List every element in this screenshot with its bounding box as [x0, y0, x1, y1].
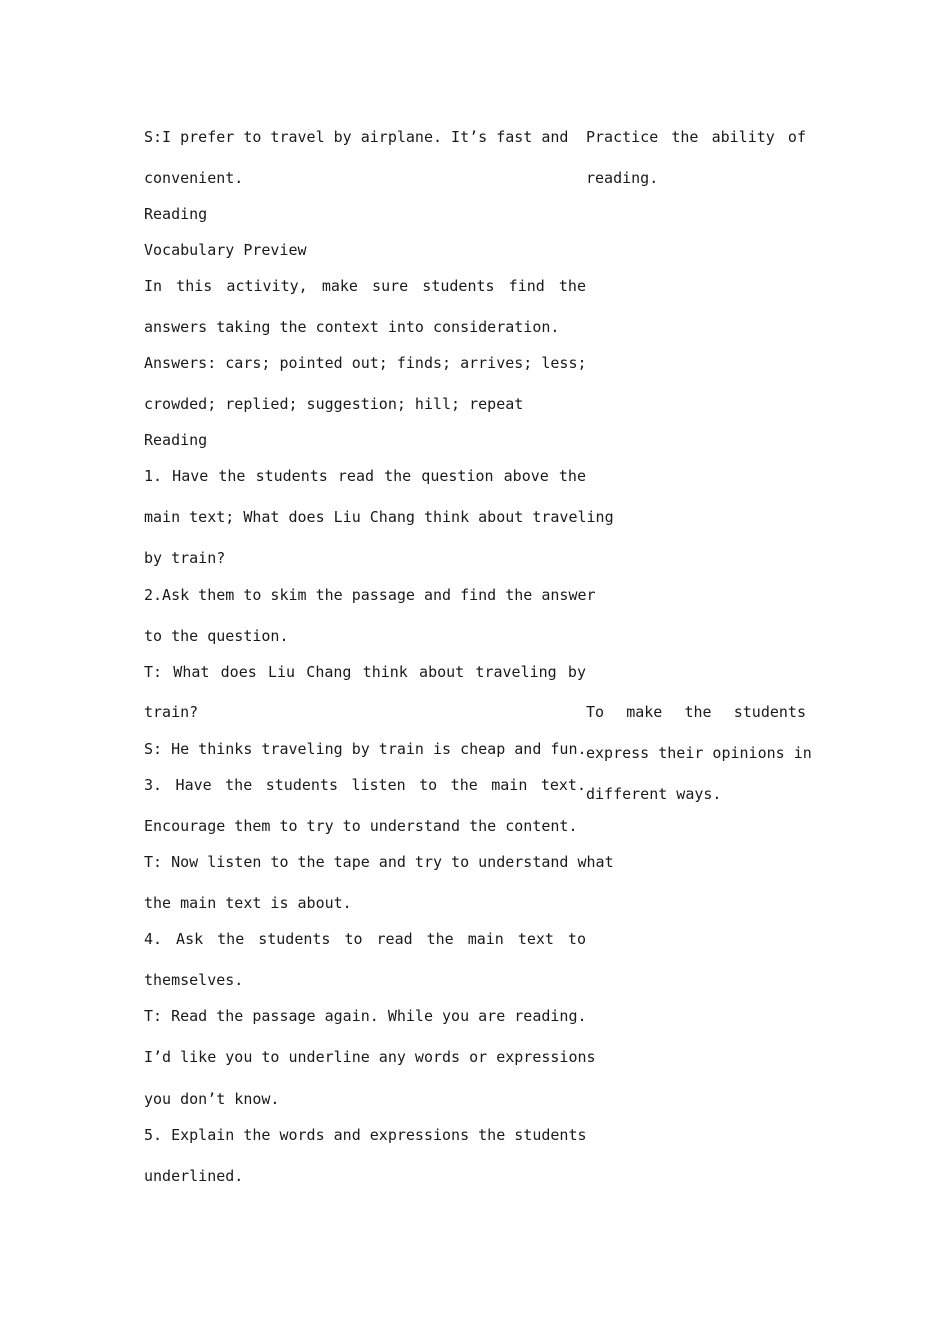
text-line: main text; What does Liu Chang think about traveling	[144, 508, 614, 526]
text-line: underlined.	[144, 1167, 244, 1185]
text-line: to the question.	[144, 627, 289, 645]
step-2: 2.Ask them to skim the passage and find the answer	[144, 586, 596, 604]
teacher-line: T: Now listen to the tape and try to understand what	[144, 853, 614, 871]
teacher-line: T: Read the passage again. While you are reading.	[144, 1007, 587, 1025]
text-line: train?	[144, 703, 199, 721]
purpose-line: reading.	[586, 169, 659, 187]
text-line: answers taking the context into consideration.	[144, 318, 560, 336]
step-4: 4. Ask the students to read the main text to	[144, 930, 586, 948]
text-line: convenient.	[144, 169, 244, 187]
text-line: themselves.	[144, 971, 244, 989]
text-line: S:I prefer to travel by airplane. It’s fast and	[144, 128, 569, 146]
step-3: 3. Have the students listen to the main text.	[144, 776, 586, 794]
purpose-line: different ways.	[586, 785, 722, 803]
text-line: by train?	[144, 549, 226, 567]
purpose-line: express their opinions in	[586, 744, 812, 762]
purpose-line: To make the students	[586, 703, 806, 721]
step-1: 1. Have the students read the question above the	[144, 467, 586, 485]
text-line: Encourage them to try to understand the content.	[144, 817, 578, 835]
section-heading-vocabulary-preview: Vocabulary Preview	[144, 241, 307, 259]
purpose-line: Practice the ability of	[586, 128, 806, 146]
text-line: you don’t know.	[144, 1090, 280, 1108]
answers-line: crowded; replied; suggestion; hill; repeat	[144, 395, 524, 413]
teacher-line: T: What does Liu Chang think about traveling by	[144, 663, 586, 681]
section-heading-reading: Reading	[144, 205, 208, 223]
text-line: the main text is about.	[144, 894, 352, 912]
student-line: S: He thinks traveling by train is cheap and fun.	[144, 740, 587, 758]
answers-line: Answers: cars; pointed out; finds; arrives; less;	[144, 354, 587, 372]
text-line: In this activity, make sure students find the	[144, 277, 586, 295]
step-5: 5. Explain the words and expressions the students	[144, 1126, 587, 1144]
section-heading-reading: Reading	[144, 431, 208, 449]
text-line: I’d like you to underline any words or expressions	[144, 1048, 596, 1066]
